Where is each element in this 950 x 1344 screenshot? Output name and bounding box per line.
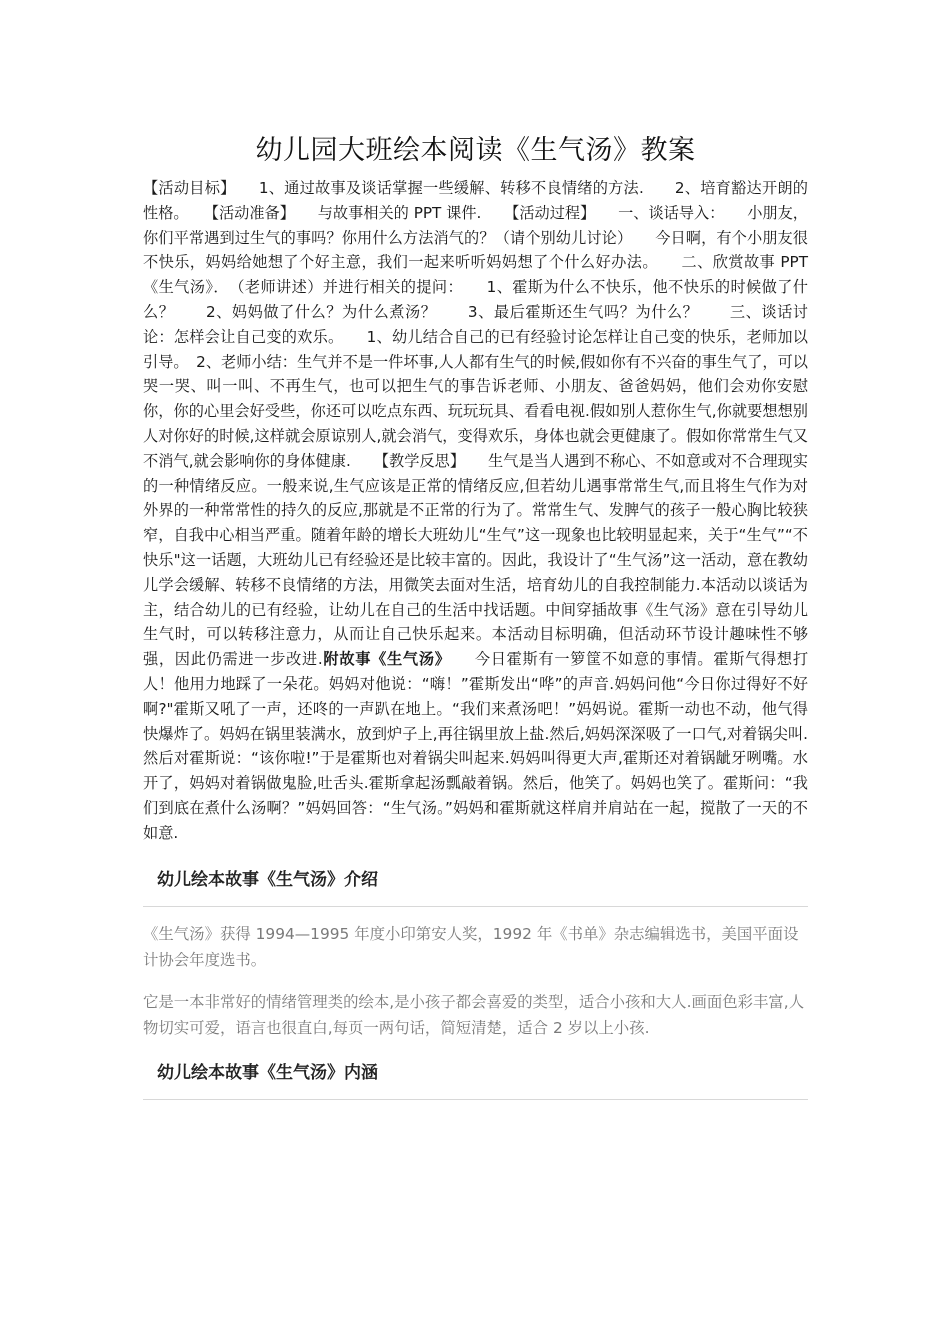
section-meaning — [143, 1059, 808, 1100]
lesson-plan-text: 【活动目标】 1、通过故事及谈话掌握一些缓解、转移不良情绪的方法. 2、培育豁达开朗的性格。 【活动准备】 与故事相关的 PPT 课件. 【活动过程】 一、谈话导入： 小朋友，你们平常遇到过生气的事吗？你用什么方法消气的？（请个别幼儿讨论） 今日啊，有个小朋友很不快乐，妈妈给她想了个好主意，我们一起来听听妈妈想了个什么好办法。 二、欣赏故事 PPT《生气汤》． （老师讲述）并进行相关的提问： 1、霍斯为什么不快乐，他不快乐的时候做了什么？ 2、妈妈做了什么？为什么煮汤？ 3、最后霍斯还生气吗？为什么？ 三、谈话讨论：怎样会让自己变的欢乐。 1、幼儿结合自己的已有经验讨论怎样让自己变的快乐，老师加以引导。 2、老师小结：生气并不是一件坏事,人人都有生气的时候,假如你有不兴奋的事生气了，可以哭一哭、叫一叫、不再生气，也可以把生气的事告诉老师、小朋友、爸爸妈妈，他们会劝你安慰你，你的心里会好受些，你还可以吃点东西、玩玩玩具、看看电视.假如别人惹你生气,你就要想想别人对你好的时候,这样就会原谅别人,就会消气，变得欢乐，身体也就会更健康了。假如你常常生气又不消气,就会影响你的身体健康. 【教学反思】 生气是当人遇到不称心、不如意或对不合理现实的一种情绪反应。一般来说,生气应该是正常的情绪反应,但若幼儿遇事常常生气,而且将生气作为对外界的一种常常性的持久的反应,那就是不正常的行为了。常常生气、发脾气的孩子一般心胸比较狭窄，自我中心相当严重。随着年龄的增长大班幼儿“生气”这一现象也比较明显起来，关于“生气”“不快乐"这一话题，大班幼儿已有经验还是比较丰富的。因此，我设计了“生气汤”这一活动，意在教幼儿学会缓解、转移不良情绪的方法，用微笑去面对生活，培育幼儿的自我控制能力.本活动以谈话为主，结合幼儿的已有经验，让幼儿在自己的生活中找话题。中间穿插故事《生气汤》意在引导幼儿生气时，可以转移注意力，从而让自己快乐起来。本活动目标明确，但活动环节设计趣味性不够强，因此仍需进一步改进. — [143, 179, 808, 669]
document-title: 幼儿园大班绘本阅读《生气汤》教案 — [255, 135, 696, 166]
section-title: 幼儿绘本故事《生气汤》内涵 — [143, 1059, 808, 1100]
section-paragraph: 它是一本非常好的情绪管理类的绘本,是小孩子都会喜爱的类型，适合小孩和大人.画面色彩丰富,人物切实可爱，语言也很直白,每页一两句话，简短清楚，适合 2 岁以上小孩. — [143, 992, 805, 1037]
story-text: 今日霍斯有一箩筐不如意的事情。霍斯气得想打人！他用力地踩了一朵花。妈妈对他说：“嗨！”霍斯发出“哗”的声音.妈妈问他“今日你过得好不好啊?"霍斯又吼了一声，还咚的一声趴在地上。“我们来煮汤吧！”妈妈说。霍斯一动也不动，他气得快爆炸了。妈妈在锅里装满水，放到炉子上,再往锅里放上盐.然后,妈妈深深吸了一口气,对着锅尖叫.然后对霍斯说：“该你啦!”于是霍斯也对着锅尖叫起来.妈妈叫得更大声,霍斯还对着锅龇牙咧嘴。水开了，妈妈对着锅做鬼脸,吐舌头.霍斯拿起汤瓢敲着锅。然后，他笑了。妈妈也笑了。霍斯问：“我们到底在煮什么汤啊？”妈妈回答：“生气汤。”妈妈和霍斯就这样肩并肩站在一起，搅散了一天的不如意. — [143, 650, 809, 842]
section-title: 幼儿绘本故事《生气汤》介绍 — [143, 866, 808, 907]
section-introduction — [143, 866, 808, 1041]
document-page — [143, 0, 808, 1100]
section-paragraph: 《生气汤》获得 1994—1995 年度小印第安人奖，1992 年《书单》杂志编辑选书，美国平面设计协会年度选书。 — [143, 924, 799, 969]
lesson-plan-body — [143, 176, 808, 846]
story-heading: 附故事《生气汤》 — [322, 650, 444, 669]
